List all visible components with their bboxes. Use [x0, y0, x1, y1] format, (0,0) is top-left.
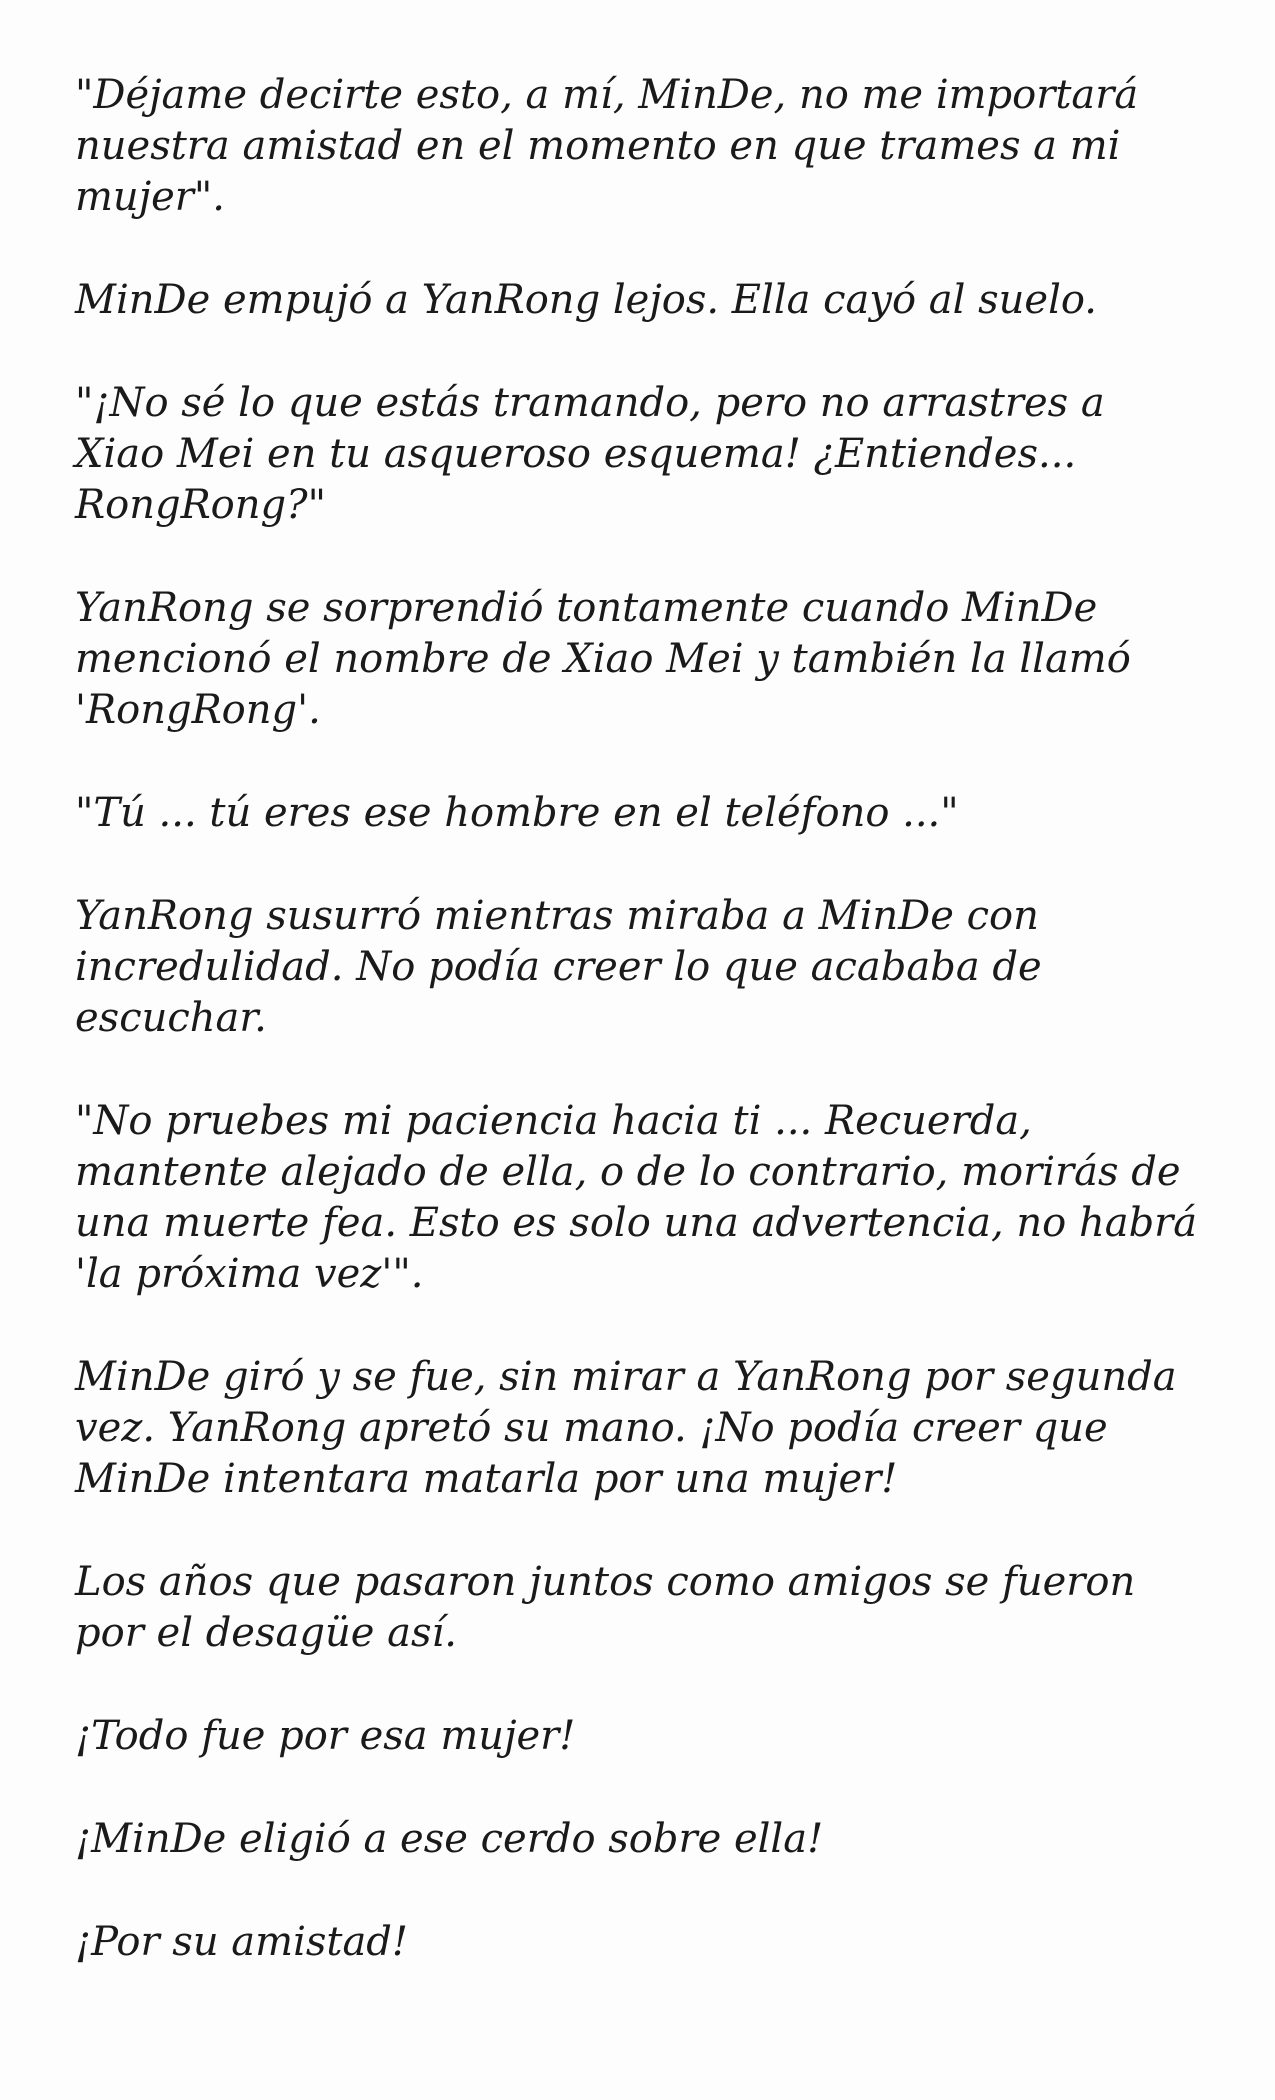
paragraph: ¡MinDe eligió a ese cerdo sobre ella! [75, 1816, 824, 1862]
paragraph: "Tú ... tú eres ese hombre en el teléfono ..." [75, 790, 959, 836]
paragraph: Los años que pasaron juntos como amigos se fueron por el desagüe así. [75, 1559, 1136, 1656]
paragraph: YanRong susurró mientras miraba a MinDe con incredulidad. No podía creer lo que acababa de escuchar. [75, 893, 1042, 1041]
story-text [75, 70, 1205, 2020]
paragraph: MinDe giró y se fue, sin mirar a YanRong por segunda vez. YanRong apretó su mano. ¡No podía creer que MinDe intentara matarla por una mujer! [75, 1354, 1177, 1502]
paragraph: YanRong se sorprendió tontamente cuando MinDe mencionó el nombre de Xiao Mei y también la llamó 'RongRong'. [75, 585, 1131, 733]
paragraph: ¡Todo fue por esa mujer! [75, 1713, 576, 1759]
paragraph: MinDe empujó a YanRong lejos. Ella cayó al suelo. [75, 277, 1097, 323]
paragraph: "No pruebes mi paciencia hacia ti ... Recuerda, mantente alejado de ella, o de lo contrario, morirás de una muerte fea. Esto es solo una advertencia, no habrá 'la próxima vez'". [75, 1098, 1198, 1297]
paragraph: ¡Por su amistad! [75, 1919, 408, 1965]
paragraph: "¡No sé lo que estás tramando, pero no arrastres a Xiao Mei en tu asqueroso esquema! ¿Entiendes... RongRong?" [75, 380, 1105, 528]
paragraph: "Déjame decirte esto, a mí, MinDe, no me importará nuestra amistad en el momento en que trames a mi mujer". [75, 72, 1139, 220]
